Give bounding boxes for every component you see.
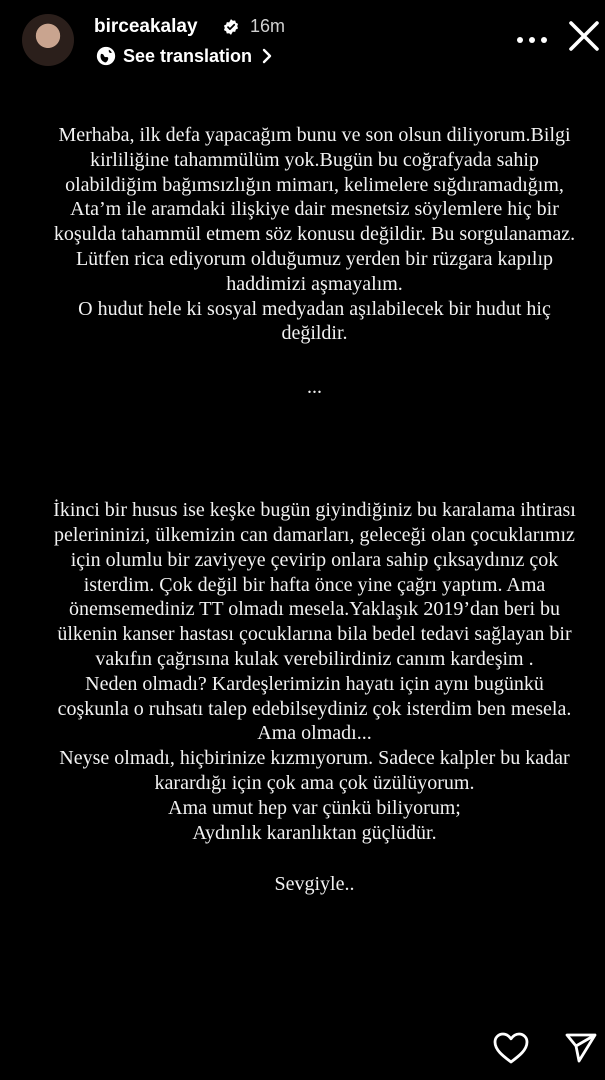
story-paragraph-1: Merhaba, ilk defa yapacağım bunu ve son olsun diliyorum.Bilgi kirliliğine tahammülüm yok.Bugün bu coğrafyada sahip olabildiğim bağımsızlığın mimarı, kelimelere sığdıramadığım, Ata’m ile aramdaki ilişkiye dair mesnetsiz söylemlere hiç bir koşulda tahammül etmem söz konusu değildir. Bu sorgulanamaz. Lütfen rica ediyorum olduğumuz yerden bir rüzgara kapılıp haddimizi aşmayalım. O hudut hele ki sosyal medyadan aşılabilecek bir hudut hiç değildir. [53, 124, 576, 345]
see-translation-label: See translation [123, 45, 253, 66]
close-icon[interactable] [565, 17, 603, 55]
story-signoff: Sevgiyle.. [274, 873, 355, 896]
chevron-right-icon [261, 47, 273, 65]
globe-icon [96, 46, 116, 66]
username[interactable]: birceakalay [94, 16, 198, 37]
story-text [52, 123, 577, 897]
post-time: 16m [250, 16, 286, 36]
verified-badge-icon [222, 18, 240, 36]
more-options-icon[interactable] [514, 28, 550, 52]
heart-icon[interactable] [492, 1031, 530, 1065]
story-actions [492, 1028, 602, 1068]
send-icon[interactable] [564, 1032, 598, 1064]
see-translation-button[interactable] [96, 44, 273, 68]
story-ellipsis: ... [307, 376, 322, 399]
story-paragraph-2: İkinci bir husus ise keşke bugün giyindiğiniz bu karalama ihtirası pelerininizi, ülkemizin can damarları, geleceği olan çocuklarımız için olumlu bir zaviyeye çevirip onlara sahip çıksaydınız çok isterdim. Çok değil bir hafta önce yine çağrı yaptım. Ama önemsemediniz TT olmadı mesela.Yaklaşık 2019’dan beri bu ülkenin kanser hastası çocuklarına bila bedel tedavi sağlayan bir vakıfın çağrısına kulak verebilirdiniz canım kardeşim . Neden olmadı? Kardeşlerimizin hayatı için aynı bugünkü coşkunla o ruhsatı talep edebilseydiniz çok isterdim ben mesela. Ama olmadı... Neyse olmadı, hiçbirinize kızmıyorum. Sadece kalpler bu kadar karardığı için çok ama çok üzülüyorum. Ama umut hep var çünkü biliyorum; Aydınlık karanlıktan güçlüdür. [53, 499, 576, 844]
story-header [0, 0, 605, 90]
avatar[interactable] [22, 14, 74, 66]
